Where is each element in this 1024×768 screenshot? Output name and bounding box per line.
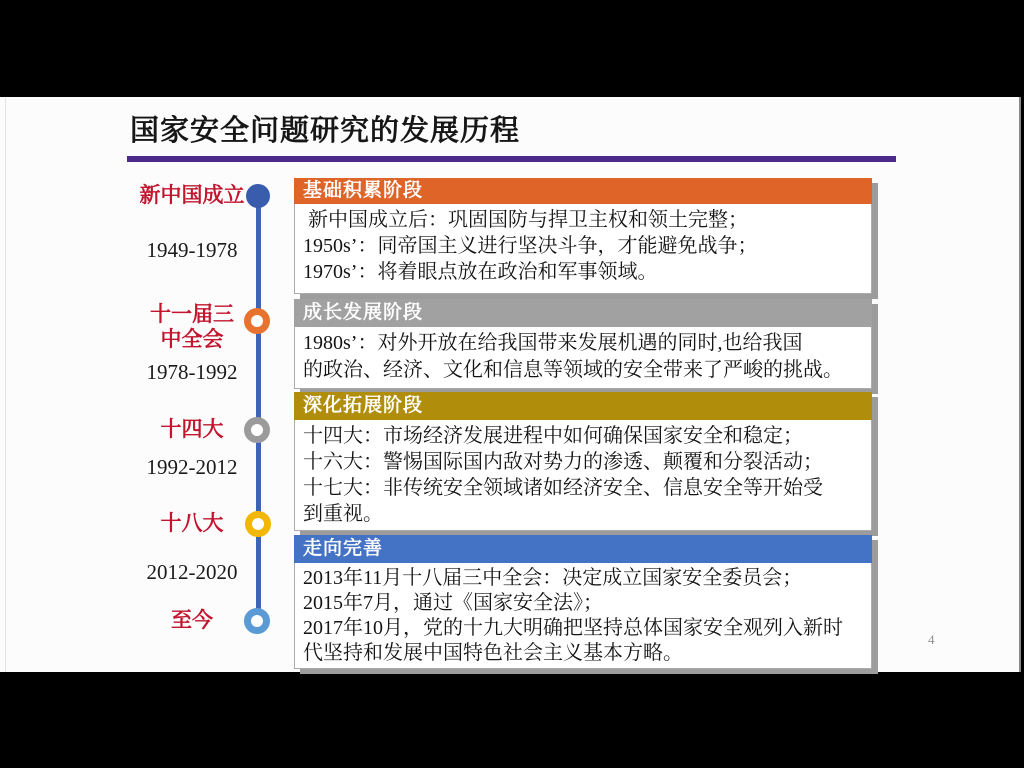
milestone-label-4: 十八大: [160, 512, 224, 535]
stage-body: [294, 327, 872, 389]
stage-header: 深化拓展阶段: [294, 392, 872, 420]
stage-header: 成长发展阶段: [294, 299, 872, 327]
stage-text-line: 十四大：市场经济发展进程中如何确保国家安全和稳定；: [303, 425, 803, 447]
stage-text-line: 的政治、经济、文化和信息等领域的安全带来了严峻的挑战。: [303, 359, 843, 381]
stage-text-line: 1970s’：将着眼点放在政治和军事领域。: [303, 261, 658, 283]
stage-header: 走向完善: [294, 535, 872, 563]
milestone-period-3: 1992-2012: [146, 455, 238, 479]
stage-text-line: 十七大：非传统安全领域诸如经济安全、信息安全等开始受: [303, 477, 823, 499]
milestone-label-3: 十四大: [160, 418, 224, 441]
milestone-period-4: 2012-2020: [146, 560, 238, 584]
milestone-label-5: 至今: [171, 609, 213, 632]
title-underline: [127, 156, 896, 162]
milestone-period-2: 1978-1992: [146, 360, 238, 384]
stage-box-completion: [294, 535, 872, 669]
stage-box-growth: [294, 299, 872, 389]
page-title: 国家安全问题研究的发展历程: [130, 115, 521, 147]
stage-body: [294, 563, 872, 669]
stage-text-line: 2013年11月十八届三中全会：决定成立国家安全委员会；: [303, 567, 803, 589]
slide-edge-line: [5, 97, 6, 672]
stage-header: 基础积累阶段: [294, 178, 872, 204]
milestone-label-2-line1: 十一届三: [150, 303, 234, 326]
stage-text-line: 新中国成立后：巩固国防与捍卫主权和领土完整；: [303, 209, 748, 231]
stage-text-line: 代坚持和发展中国特色社会主义基本方略。: [303, 642, 683, 664]
stage-text-line: 2017年10月，党的十九大明确把坚持总体国家安全观列入新时: [303, 617, 843, 639]
stage-text-line: 1980s’：对外开放在给我国带来发展机遇的同时,也给我国: [303, 332, 803, 354]
milestone-label-2-line2: 中全会: [160, 328, 224, 351]
stage-box-deepening: [294, 392, 872, 531]
stage-box-foundation: [294, 178, 872, 294]
stage-body: [294, 204, 872, 294]
stage-text-line: 十六大：警惕国际国内敌对势力的渗透、颠覆和分裂活动；: [303, 451, 823, 473]
milestone-label-1: 新中国成立: [139, 184, 245, 207]
stage-text-line: 2015年7月，通过《国家安全法》；: [303, 592, 603, 614]
stage-text-line: 1950s’：同帝国主义进行坚决斗争，才能避免战争；: [303, 235, 758, 257]
milestone-period-1: 1949-1978: [146, 238, 238, 262]
stage-text-line: 到重视。: [303, 503, 383, 525]
stage-body: [294, 420, 872, 531]
slide: [0, 97, 1021, 672]
milestone-label-2: [126, 302, 258, 352]
page-number: 4: [928, 632, 935, 647]
